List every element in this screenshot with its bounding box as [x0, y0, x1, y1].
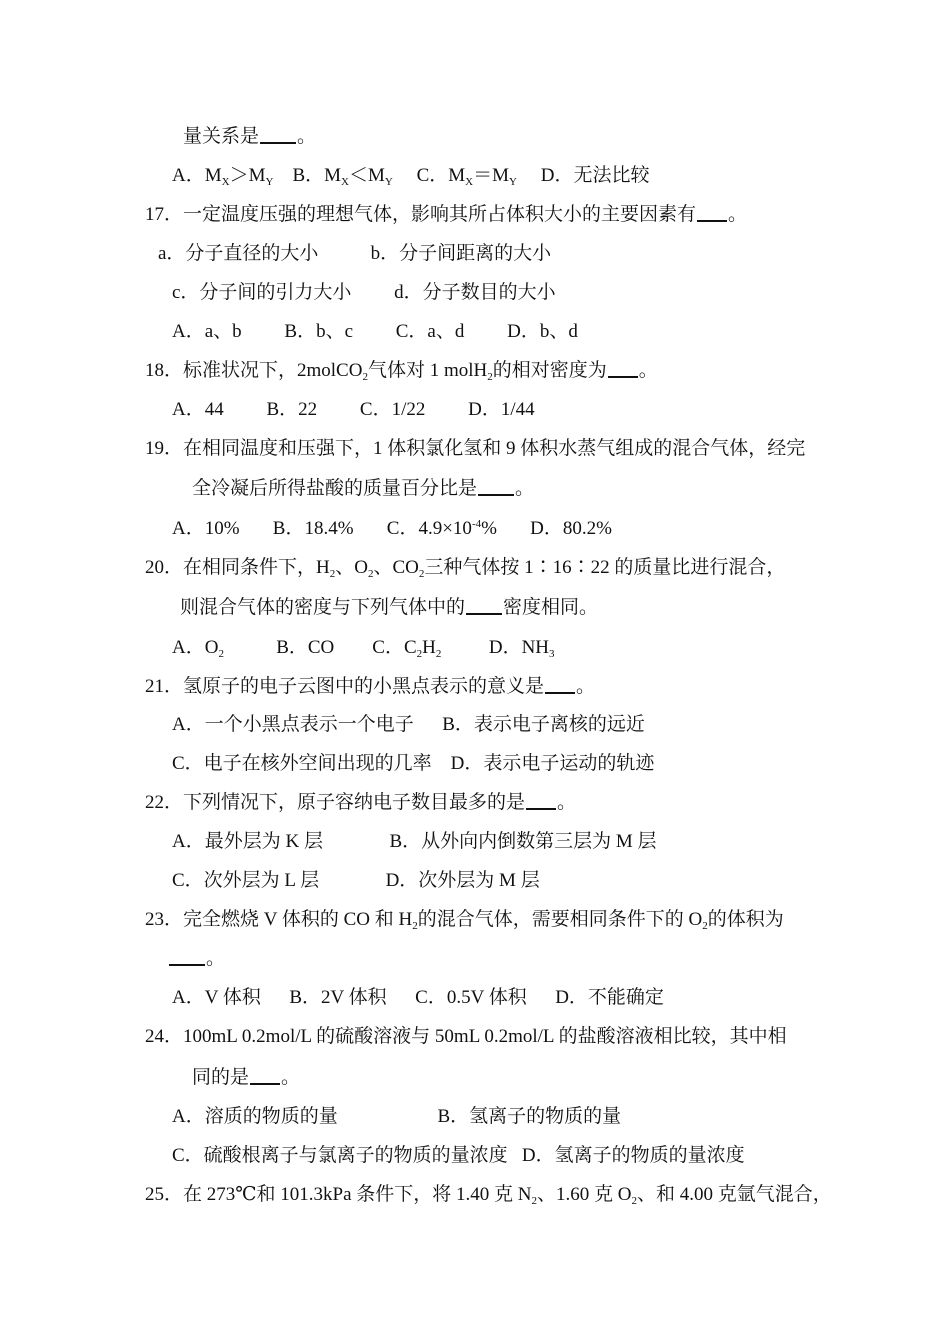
q23-stem: 23．完全燃烧 V 体积的 CO 和 $H_2$的混合气体，需要相同条件下的 $O_2$的体积为	[145, 909, 784, 932]
answer-blank	[169, 948, 205, 966]
q17-stem: 17．一定温度压强的理想气体，影响其所占体积大小的主要因素有 。	[145, 204, 748, 225]
q24-options-cd: C．硫酸根离子与氯离子的物质的量浓度 D．氢离子的物质的量浓度	[172, 1145, 745, 1166]
q16-stem-cont: 量关系是 。	[183, 126, 317, 147]
answer-blank	[608, 360, 638, 378]
q22-options-ab: A．最外层为 K 层 B．从外向内倒数第三层为 M 层	[172, 831, 657, 852]
q20-stem: 20．在相同条件下，$H_2$、$O_2$、$CO_2$三种气体按 1∶16∶22 的质量比进行混合，	[145, 557, 786, 580]
q24-stem: 24．100mL 0.2mol/L 的硫酸溶液与 50mL 0.2mol/L 的盐酸溶液相比较，其中相	[145, 1026, 787, 1047]
answer-blank	[478, 478, 514, 496]
answer-blank	[526, 792, 556, 810]
answer-blank	[545, 676, 575, 694]
q21-options-cd: C．电子在核外空间出现的几率 D．表示电子运动的轨迹	[172, 753, 655, 774]
q21-options-ab: A．一个小黑点表示一个电子 B．表示电子离核的远近	[172, 714, 645, 735]
answer-blank	[250, 1067, 280, 1085]
q20-stem-cont: 则混合气体的密度与下列气体中的 密度相同。	[180, 597, 599, 618]
answer-blank	[697, 204, 727, 222]
q20-options: A．$O_2$ B．CO C．$C_2H_2$ D．$NH_3$	[172, 637, 555, 660]
q24-options-ab: A．溶质的物质的量 B．氢离子的物质的量	[172, 1106, 622, 1127]
q19-options: A．10% B．18.4% C．$4.9\times 10^{-4}\%$ D．80.2%	[172, 518, 612, 539]
q17-statements-ab: a．分子直径的大小 b．分子间距离的大小	[158, 243, 552, 264]
answer-blank	[466, 597, 502, 615]
q23-stem-cont: 。	[168, 947, 225, 971]
q25-stem: 25．在 273℃和 101.3kPa 条件下，将 1.40 克 $N_2$、1.60 克 $O_2$、和 4.00 克氩气混合，	[145, 1184, 832, 1207]
q22-options-cd: C．次外层为 L 层 D．次外层为 M 层	[172, 870, 540, 891]
q18-options: A．44 B．22 C．1/22 D．1/44	[172, 399, 535, 420]
answer-blank	[260, 126, 296, 144]
q19-stem-cont: 全冷凝后所得盐酸的质量百分比是 。	[192, 478, 535, 499]
q22-stem: 22．下列情况下，原子容纳电子数目最多的是 。	[145, 792, 577, 813]
q21-stem: 21．氢原子的电子云图中的小黑点表示的意义是 。	[145, 676, 596, 697]
q24-stem-cont: 同的是 。	[192, 1067, 301, 1088]
q16-options: A．$M_X>M_Y$ B．$M_X<M_Y$ C．$M_X=M_Y$ D．无法比较	[172, 165, 650, 188]
q23-options: A．V 体积 B．2V 体积 C．0.5V 体积 D．不能确定	[172, 987, 664, 1008]
q17-options: A．a、b B．b、c C．a、d D．b、d	[172, 321, 578, 342]
q17-statements-cd: c．分子间的引力大小 d．分子数目的大小	[172, 282, 556, 303]
q18-stem: 18．标准状况下，2molCO$_2$气体对 1 molH$_2$的相对密度为 。	[145, 360, 658, 383]
q19-stem: 19．在相同温度和压强下，1 体积氯化氢和 9 体积水蒸气组成的混合气体，经完	[145, 438, 806, 459]
